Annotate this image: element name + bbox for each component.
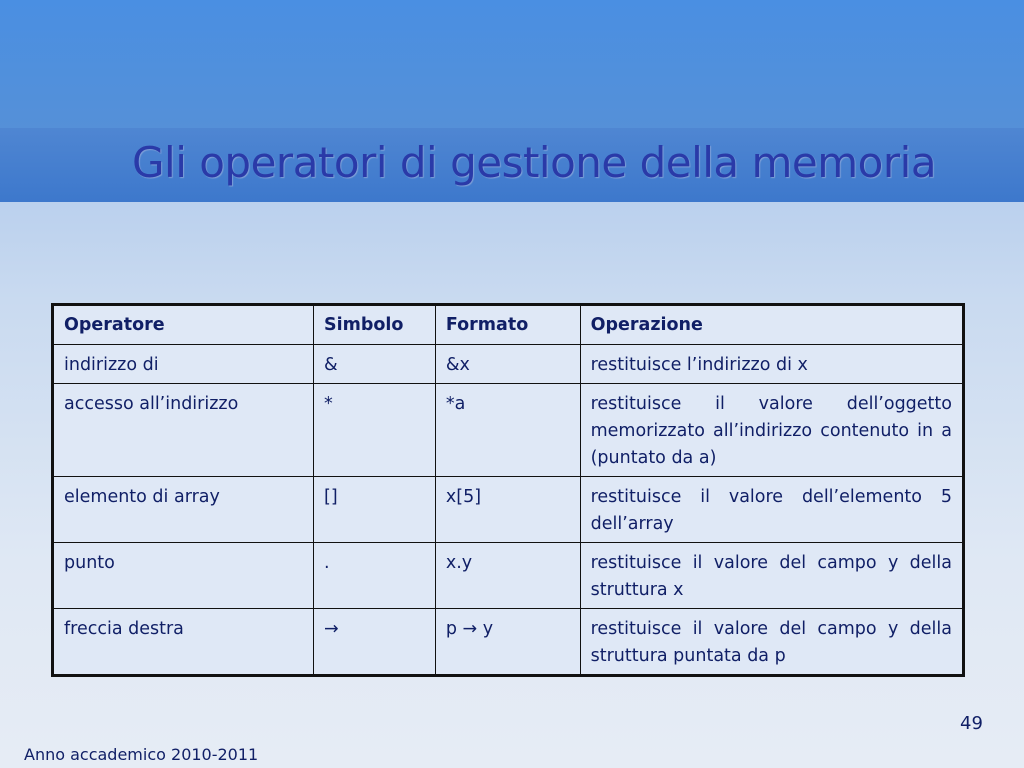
footer-academic-year: Anno accademico 2010-2011 (24, 745, 259, 764)
cell-formato: &x (435, 345, 580, 384)
cell-operazione: restituisce l’indirizzo di x (580, 345, 963, 384)
cell-formato: x.y (435, 543, 580, 609)
header-band (0, 0, 1024, 128)
cell-operazione: restituisce il valore dell’elemento 5 dell’array (580, 477, 963, 543)
slide-title: Gli operatori di gestione della memoria (132, 138, 937, 187)
header-formato: Formato (435, 305, 580, 345)
cell-operatore: punto (53, 543, 314, 609)
cell-formato: *a (435, 384, 580, 477)
cell-simbolo: . (314, 543, 436, 609)
cell-simbolo: * (314, 384, 436, 477)
cell-operatore: elemento di array (53, 477, 314, 543)
table-row (53, 384, 964, 477)
table-row (53, 609, 964, 676)
cell-formato: p → y (435, 609, 580, 676)
page-number: 49 (960, 713, 983, 734)
header-operazione: Operazione (580, 305, 963, 345)
operators-table (51, 303, 965, 677)
cell-operatore: indirizzo di (53, 345, 314, 384)
cell-operazione: restituisce il valore del campo y della struttura x (580, 543, 963, 609)
cell-operatore: freccia destra (53, 609, 314, 676)
cell-operatore: accesso all’indirizzo (53, 384, 314, 477)
cell-simbolo: [] (314, 477, 436, 543)
cell-operazione: restituisce il valore del campo y della struttura puntata da p (580, 609, 963, 676)
cell-formato: x[5] (435, 477, 580, 543)
table-row (53, 477, 964, 543)
header-operatore: Operatore (53, 305, 314, 345)
table-row (53, 345, 964, 384)
cell-simbolo: & (314, 345, 436, 384)
cell-simbolo: → (314, 609, 436, 676)
header-simbolo: Simbolo (314, 305, 436, 345)
table-header-row (53, 305, 964, 345)
table-row (53, 543, 964, 609)
cell-operazione: restituisce il valore dell’oggetto memorizzato all’indirizzo contenuto in a (puntato da a) (580, 384, 963, 477)
